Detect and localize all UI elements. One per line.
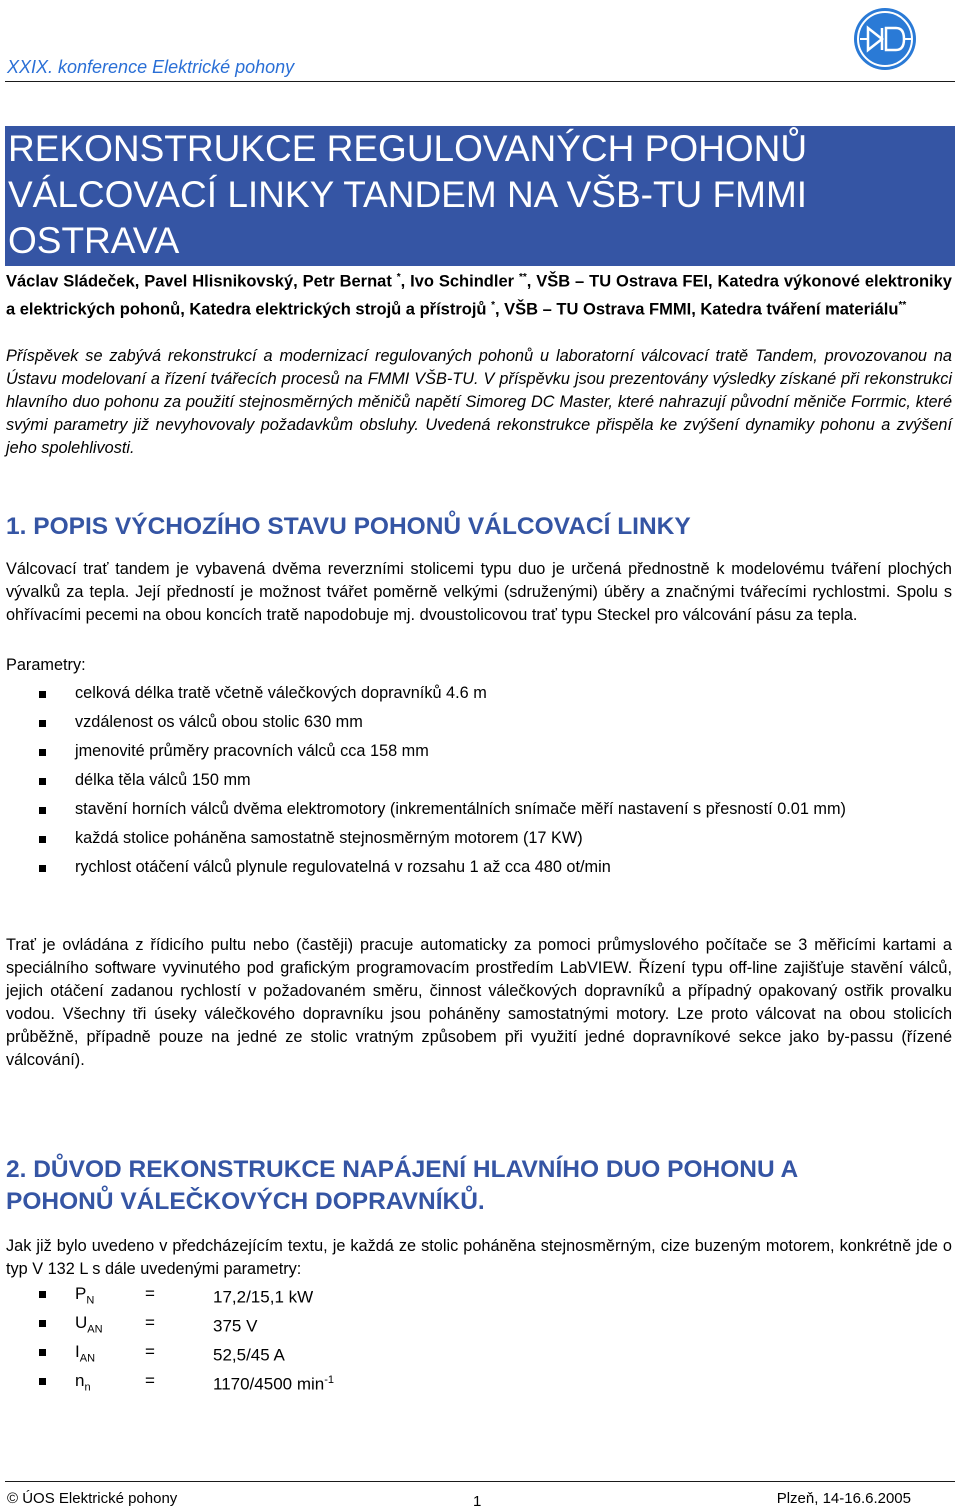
footer-place-date: Plzeň, 14-16.6.2005 xyxy=(776,1490,911,1507)
list-item: délka těla válců 150 mm xyxy=(6,769,952,792)
edpe-logo-icon xyxy=(852,6,918,72)
list-item: celková délka tratě včetně válečkových dopravníků 4.6 m xyxy=(6,682,952,705)
paper-title-line-1: REKONSTRUKCE REGULOVANÝCH POHONŮ xyxy=(8,128,808,169)
bullet-icon xyxy=(39,1320,46,1327)
list-item: $P_N$ = 17,2/15,1 kW xyxy=(6,1282,506,1311)
parameters-list xyxy=(6,682,952,885)
bullet-icon xyxy=(39,836,46,843)
list-item: každá stolice poháněna samostatně stejnosměrným motorem (17 KW) xyxy=(6,827,952,850)
footer-copyright: © ÚOS Elektrické pohony xyxy=(7,1490,178,1507)
bullet-icon xyxy=(39,691,46,698)
bullet-icon xyxy=(39,778,46,785)
parameters-label: Parametry: xyxy=(6,656,86,674)
paper-title-line-3: OSTRAVA xyxy=(8,220,180,261)
section-2-paragraph-1: Jak již bylo uvedeno v předcházejícím textu, je každá ze stolic poháněna stejnosměrným, cize buzeným motorem, konkrétně jde o typ V 132 L s dále uvedenými parametry: xyxy=(6,1237,952,1278)
page-footer xyxy=(5,1481,955,1510)
list-item: rychlost otáčení válců plynule regulovatelná v rozsahu 1 až cca 480 ot/min xyxy=(6,856,952,879)
bullet-icon xyxy=(39,749,46,756)
section-1-paragraph-1: Válcovací trať tandem je vybavená dvěma reverzními stolicemi typu duo je určená přednostně k modelovému tváření plochých vývalků za tepla. Její předností je možnost tvářet poměrně velkými (sdruženými) úběry a značnými tvářecími rychlostmi. Spolu s ohřívacími pecemi na obou koncích tratě napodobuje mj. dvoustolicovou trať typu Steckel pro válcování pásu za tepla. xyxy=(6,560,952,624)
page-header xyxy=(5,55,955,82)
abstract: Příspěvek se zabývá rekonstrukcí a modernizací regulovaných pohonů u laboratorní válcovací tratě Tandem, provozovanou na Ústavu modelovaní a řízení tvářecích procesů na FMMI VŠB-TU. V příspěvku jsou prezentovány výsledky získané při rekonstrukci hlavního duo pohonu za použití stejnosměrných měničů napětí Simoreg DC Master, které nahrazují původní měniče Forrmic, které svými parametry již nevyhovovaly požadavkům obsluhy. Uvedená rekonstrukce přispěla ke zvýšení dynamiky pohonu a zvýšení jeho spolehlivosti. xyxy=(6,347,952,457)
motor-parameters-list xyxy=(6,1282,506,1398)
list-item: $U_{AN}$ = 375 V xyxy=(6,1311,506,1340)
bullet-icon xyxy=(39,1349,46,1356)
list-item: stavění horních válců dvěma elektromotory (inkrementálních snímače měří nastavení s přesností 0.01 mm) xyxy=(6,798,952,821)
bullet-icon xyxy=(39,1378,46,1385)
section-2-heading-line-1: 2. DŮVOD REKONSTRUKCE NAPÁJENÍ HLAVNÍHO DUO POHONU A xyxy=(6,1156,799,1183)
list-item: jmenovité průměry pracovních válců cca 158 mm xyxy=(6,740,952,763)
page-number: 1 xyxy=(473,1493,482,1510)
authors: Václav Sládeček, Pavel Hlisnikovský, Petr Bernat *, Ivo Schindler **, VŠB – TU Ostrava FEI, Katedra výkonové elektroniky a elektrických pohonů, Katedra elektrických strojů a přístrojů *, VŠB – TU Ostrava FMMI, Katedra tváření materiálu** xyxy=(6,272,952,318)
conference-name: XXIX. konference Elektrické pohony xyxy=(7,57,295,77)
bullet-icon xyxy=(39,865,46,872)
list-item: $n_n$ = 1170/4500 $\min^{-1}$ xyxy=(6,1369,506,1398)
bullet-icon xyxy=(39,720,46,727)
list-item: $I_{AN}$ = 52,5/45 A xyxy=(6,1340,506,1369)
section-1-heading: 1. POPIS VÝCHOZÍHO STAVU POHONŮ VÁLCOVACÍ LINKY xyxy=(6,513,691,540)
bullet-icon xyxy=(39,807,46,814)
section-1-paragraph-2: Trať je ovládána z řídicího pultu nebo (častěji) pracuje automaticky za pomoci průmyslového počítače se 3 měřicími kartami a speciálního software vyvinutého pod grafickým programovacím prostředím LabVIEW. Řízení typu off-line zajišťuje stavění válců, jejich otáčení zadanou rychlostí v požadovaném směru, činnost válečkových dopravníků a případný opakovaný ostřik provalku vodou. Všechny tři úseky válečkového dopravníku jsou poháněny samostatnými motory. Lze proto válcovat na obou stolicích průběžně, případně pouze na jedné ze stolic vratným způsobem při využití jedné dopravníkové sekce jako by-passu (řízené válcování). xyxy=(6,936,952,1069)
paper-title-line-2: VÁLCOVACÍ LINKY TANDEM NA VŠB-TU FMMI xyxy=(8,174,808,215)
bullet-icon xyxy=(39,1291,46,1298)
list-item: vzdálenost os válců obou stolic 630 mm xyxy=(6,711,952,734)
title-block xyxy=(5,126,955,266)
section-2-heading-line-2: POHONŮ VÁLEČKOVÝCH DOPRAVNÍKŮ. xyxy=(6,1188,485,1215)
